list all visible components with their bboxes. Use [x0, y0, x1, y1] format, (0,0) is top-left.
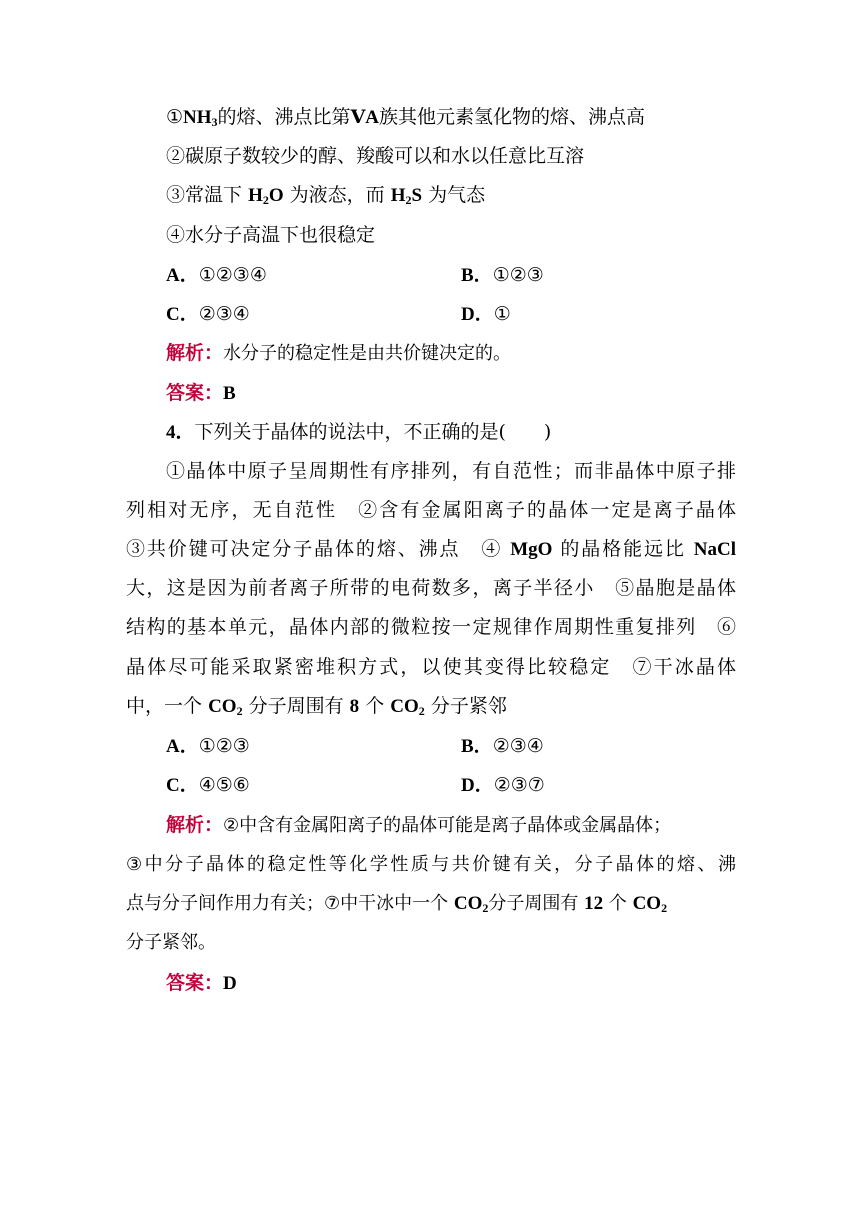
formula-mgo: MgO	[510, 539, 553, 560]
option-text: ①②③	[492, 264, 544, 286]
subscript: 2	[262, 193, 269, 207]
q3-item-3	[166, 182, 736, 209]
formula-co2: CO	[453, 893, 483, 914]
explanation-text: ②中含有金属阳离子的晶体可能是离子晶体或金属晶体；	[223, 815, 672, 836]
q3-option-c	[166, 301, 250, 328]
subscript: 3	[211, 115, 218, 129]
answer-value: B	[223, 383, 236, 404]
q3-option-a	[166, 262, 267, 289]
q4-option-a	[166, 733, 250, 760]
formula-co2: CO	[632, 893, 662, 914]
q4-line-3	[126, 536, 736, 563]
question-number: 4．	[166, 422, 195, 443]
subscript: 2	[482, 901, 489, 915]
formula-nacl: NaCl	[693, 539, 736, 560]
subscript: 2	[661, 901, 668, 915]
q4-option-d	[461, 772, 545, 799]
option-text: ①②③④	[198, 264, 267, 286]
option-letter: B．	[461, 736, 493, 757]
text: 分子周围有	[248, 695, 344, 717]
text: 族其他元素氢化物的熔、沸点高	[379, 106, 646, 128]
q3-item-4: ④水分子高温下也很稳定	[166, 224, 376, 246]
q4-line-7	[126, 693, 736, 720]
option-letter: D．	[461, 775, 494, 796]
q4-line-2: 列相对无序，无自范性 ②含有金属阳离子的晶体一定是离子晶体	[126, 499, 736, 521]
option-letter: D．	[461, 304, 494, 325]
q3-item-1	[166, 104, 736, 131]
q4-line-6: 晶体尽可能采取紧密堆积方式，以使其变得比较稳定 ⑦干冰晶体	[126, 656, 736, 678]
q3-option-d	[461, 301, 511, 328]
text: 为液态，而	[289, 184, 385, 206]
text: 点与分子间作用力有关；⑦中干冰中一个	[126, 893, 449, 914]
number: 12	[584, 893, 604, 914]
q4-line-5: 结构的基本单元，晶体内部的微粒按一定规律作周期性重复排列 ⑥	[126, 616, 736, 638]
number: 8	[349, 696, 360, 717]
q3-answer	[166, 380, 736, 407]
subscript: 2	[405, 193, 412, 207]
question-text: 下列关于晶体的说法中，不正确的是( )	[194, 421, 552, 443]
answer-label: 答案：	[166, 972, 224, 994]
text: 分子周围有	[488, 893, 579, 914]
answer-label: 答案：	[166, 382, 224, 404]
text: ③常温下	[166, 184, 243, 206]
group-va: ⅤA	[350, 107, 380, 128]
text: 的晶格能远比	[560, 538, 686, 560]
q3-option-b	[461, 262, 544, 289]
option-text: ②③④	[492, 735, 544, 757]
q4-option-c	[166, 772, 250, 799]
answer-value: D	[223, 973, 237, 994]
explanation-text: 水分子的稳定性是由共价键决定的。	[223, 343, 512, 364]
q4-answer	[166, 970, 736, 997]
q3-explanation	[166, 340, 736, 367]
q4-explanation-line-3	[126, 891, 736, 917]
text: 个	[608, 893, 627, 914]
text: 为气态	[428, 184, 486, 206]
q4-line-1: ①晶体中原子呈周期性有序排列，有自范性；而非晶体中原子排	[166, 460, 736, 482]
explanation-label: 解析：	[166, 814, 224, 836]
option-letter: C．	[166, 304, 199, 325]
option-text: ①②③	[198, 735, 250, 757]
q4-explanation-line-4: 分子紧邻。	[126, 932, 216, 953]
option-letter: B．	[461, 265, 493, 286]
formula-co2: CO	[390, 696, 419, 717]
formula-h2o: H	[248, 185, 263, 206]
q4-line-4: 大，这是因为前者离子所带的电荷数多，离子半径小 ⑤晶胞是晶体	[126, 577, 736, 599]
formula-nh3: NH	[183, 107, 212, 128]
formula-h2s-s: S	[411, 185, 423, 206]
text: 中，一个	[126, 695, 203, 717]
option-text: ①	[493, 303, 511, 325]
formula-co2: CO	[208, 696, 237, 717]
option-text: ②③⑦	[493, 774, 545, 796]
formula-h2s: H	[390, 185, 406, 206]
formula-h2o-o: O	[268, 185, 284, 206]
option-letter: A．	[166, 265, 199, 286]
q3-item-2: ②碳原子数较少的醇、羧酸可以和水以任意比互溶	[166, 145, 585, 167]
option-text: ②③④	[198, 303, 250, 325]
text: 的熔、沸点比第	[217, 106, 351, 128]
option-letter: C．	[166, 775, 199, 796]
q4-explanation-line-2: ③中分子晶体的稳定性等化学性质与共价键有关，分子晶体的熔、沸	[126, 854, 736, 875]
q3-item-1-marker: ①	[166, 106, 184, 128]
subscript: 2	[418, 704, 425, 718]
text: ③共价键可决定分子晶体的熔、沸点 ④	[126, 538, 503, 560]
q4-option-b	[461, 733, 544, 760]
q4-stem	[166, 419, 736, 446]
text: 分子紧邻	[430, 695, 507, 717]
text: 个	[365, 695, 385, 717]
explanation-label: 解析：	[166, 342, 224, 364]
option-text: ④⑤⑥	[198, 774, 250, 796]
subscript: 2	[236, 704, 243, 718]
option-letter: A．	[166, 736, 199, 757]
q4-explanation-line-1	[166, 812, 736, 839]
